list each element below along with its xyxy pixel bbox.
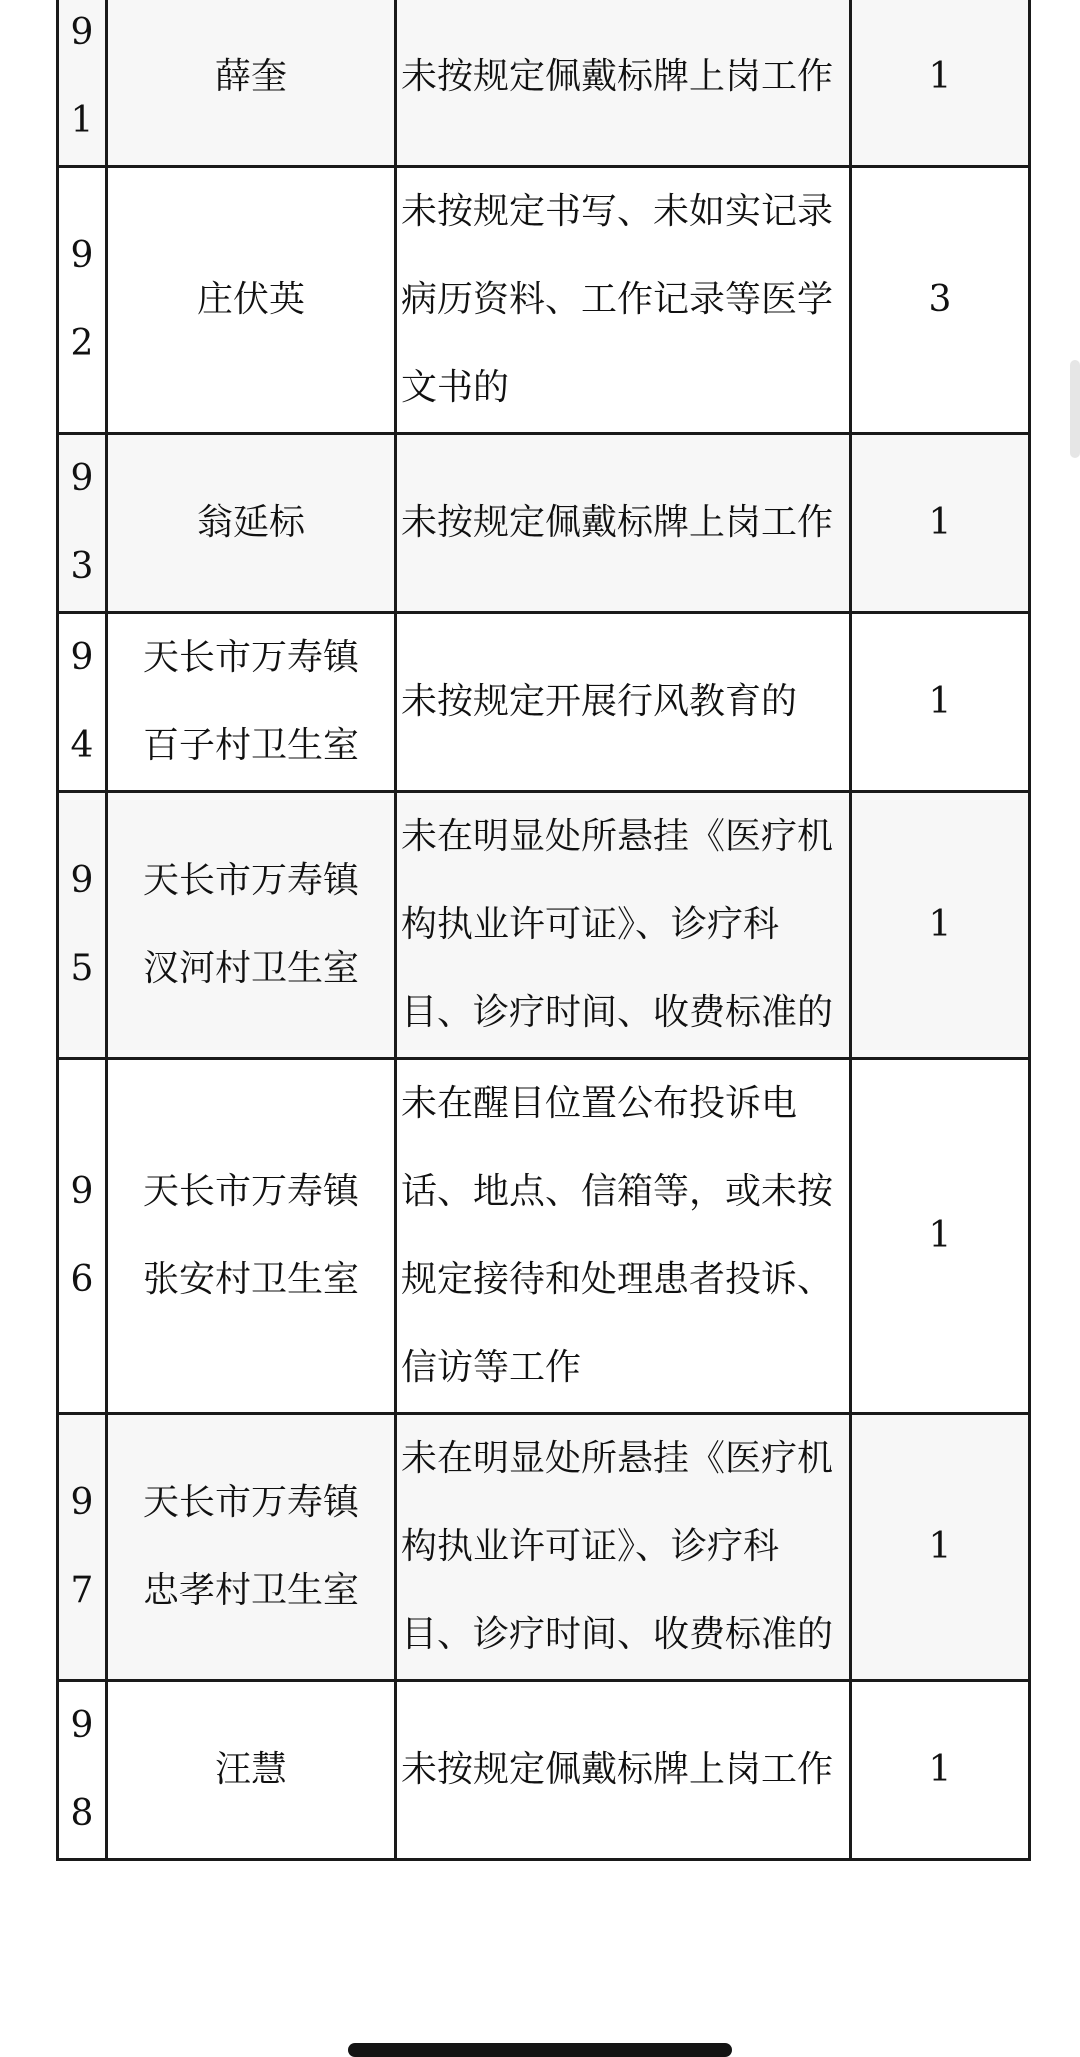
violation-description: 未按规定书写、未如实记录病历资料、工作记录等医学文书的 <box>396 167 851 434</box>
row-number: 98 <box>58 1681 107 1860</box>
violation-description: 未在醒目位置公布投诉电话、地点、信箱等，或未按规定接待和处理患者投诉、信访等工作 <box>396 1059 851 1414</box>
row-number: 95 <box>58 792 107 1059</box>
violation-description: 未按规定佩戴标牌上岗工作 <box>396 0 851 167</box>
violation-count: 1 <box>851 1681 1030 1860</box>
subject-name: 天长市万寿镇百子村卫生室 <box>107 613 396 792</box>
subject-name: 庄伏英 <box>107 167 396 434</box>
table-row <box>58 434 1030 613</box>
violation-description: 未在明显处所悬挂《医疗机构执业许可证》、诊疗科目、诊疗时间、收费标准的 <box>396 1414 851 1681</box>
table-row <box>58 0 1030 167</box>
violations-table <box>56 0 1031 1861</box>
violation-count: 1 <box>851 1414 1030 1681</box>
violation-description: 未按规定佩戴标牌上岗工作 <box>396 1681 851 1860</box>
subject-name: 天长市万寿镇汊河村卫生室 <box>107 792 396 1059</box>
scrollbar-thumb[interactable] <box>1070 360 1080 458</box>
row-number: 97 <box>58 1414 107 1681</box>
home-indicator-bar[interactable] <box>348 2043 732 2057</box>
subject-name: 天长市万寿镇忠孝村卫生室 <box>107 1414 396 1681</box>
row-number: 94 <box>58 613 107 792</box>
table-row <box>58 1414 1030 1681</box>
subject-name: 汪慧 <box>107 1681 396 1860</box>
table-row <box>58 792 1030 1059</box>
violation-count: 3 <box>851 167 1030 434</box>
violation-description: 未在明显处所悬挂《医疗机构执业许可证》、诊疗科目、诊疗时间、收费标准的 <box>396 792 851 1059</box>
violation-count: 1 <box>851 434 1030 613</box>
violation-count: 1 <box>851 0 1030 167</box>
subject-name: 天长市万寿镇张安村卫生室 <box>107 1059 396 1414</box>
row-number: 92 <box>58 167 107 434</box>
row-number: 93 <box>58 434 107 613</box>
row-number: 96 <box>58 1059 107 1414</box>
subject-name: 翁延标 <box>107 434 396 613</box>
violation-count: 1 <box>851 1059 1030 1414</box>
subject-name: 薛奎 <box>107 0 396 167</box>
row-number: 91 <box>58 0 107 167</box>
table-row <box>58 1681 1030 1860</box>
table-row <box>58 1059 1030 1414</box>
violation-description: 未按规定佩戴标牌上岗工作 <box>396 434 851 613</box>
violation-count: 1 <box>851 613 1030 792</box>
violation-description: 未按规定开展行风教育的 <box>396 613 851 792</box>
table-row <box>58 613 1030 792</box>
table-row <box>58 167 1030 434</box>
violation-count: 1 <box>851 792 1030 1059</box>
